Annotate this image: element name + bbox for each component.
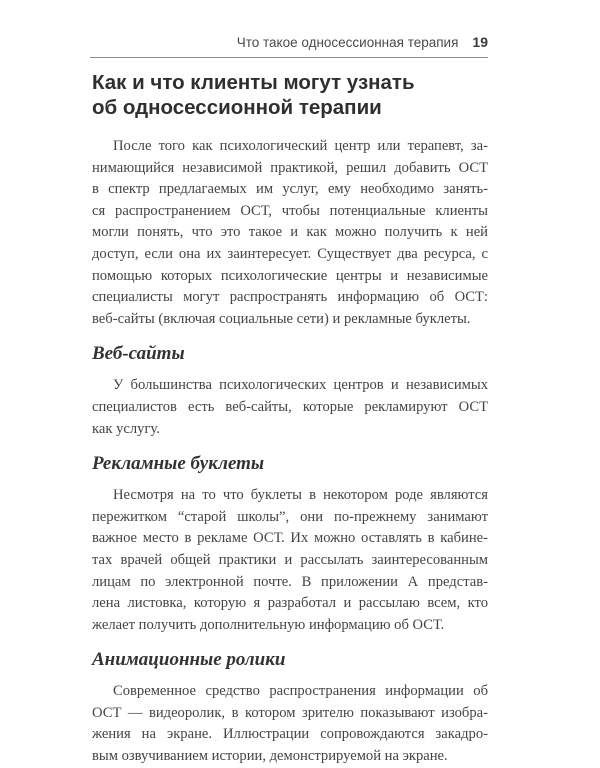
text-line: в спектр предлагаемых им услуг, ему необходимо занять- [92,181,488,198]
header-rule [90,57,488,58]
running-header [90,34,488,56]
chapter-title-line-1: Как и что клиенты могут узнать [92,71,415,94]
text-line: лицам по электронной почте. В приложении А представ- [92,573,488,590]
booklets-paragraph [92,485,488,636]
page-number: 19 [472,34,488,50]
text-line: важное место в рекламе ОСТ. Их можно оставлять в кабине- [92,530,488,547]
section-title-booklets: Рекламные буклеты [92,453,265,475]
text-line: ся распространением ОСТ, чтобы потенциальные клиенты [92,202,488,219]
text-line: После того как психологический центр или терапевт, за- [113,138,488,154]
text-line: помощью которых психологические центры и независимые [92,267,488,284]
animations-paragraph [92,681,488,767]
text-line: доступ, если она их заинтересует. Существует два ресурса, с [92,245,488,262]
text-line: жения на экране. Иллюстрации сопровождаются закадро- [92,726,488,743]
text-line: желает получить дополнительную информацию об ОСТ. [92,616,445,633]
section-title-websites: Веб-сайты [92,343,185,365]
text-line: веб-сайты (включая социальные сети) и рекламные буклеты. [92,310,471,327]
text-line: вым озвучиванием истории, демонстрируемой на экране. [92,748,448,765]
text-line: могли понять, что это такое и как можно получить к ней [92,224,488,241]
text-line: тах врачей общей практики и рассылать заинтересованным [92,551,488,568]
text-line: пережитком “старой школы”, они по-прежнему занимают [92,508,488,525]
running-title: Что такое односессионная терапия [236,35,459,50]
text-line: ОСТ — видеоролик, в котором зрителю показывают изобра- [92,704,488,721]
text-line: как услугу. [92,420,160,437]
text-line: У большинства психологических центров и независимых [113,377,488,394]
chapter-title [92,70,488,120]
chapter-title-line-2: об односессионной терапии [92,96,382,119]
section-title-animations: Анимационные ролики [92,649,286,671]
text-line: лена листовка, которую я разработал и рассылаю всем, кто [92,595,488,612]
text-line: специалисты могут распространять информацию об ОСТ: [92,289,488,306]
page-body [92,70,488,768]
websites-paragraph [92,375,488,440]
text-line: Современное средство распространения информации об [113,683,488,700]
text-line: Несмотря на то что буклеты в некотором роде являются [113,487,488,504]
intro-paragraph [92,136,488,330]
text-line: нимающийся независимой практикой, решил добавить ОСТ [92,159,488,176]
text-line: специалистов есть веб-сайты, которые рекламируют ОСТ [92,398,488,415]
